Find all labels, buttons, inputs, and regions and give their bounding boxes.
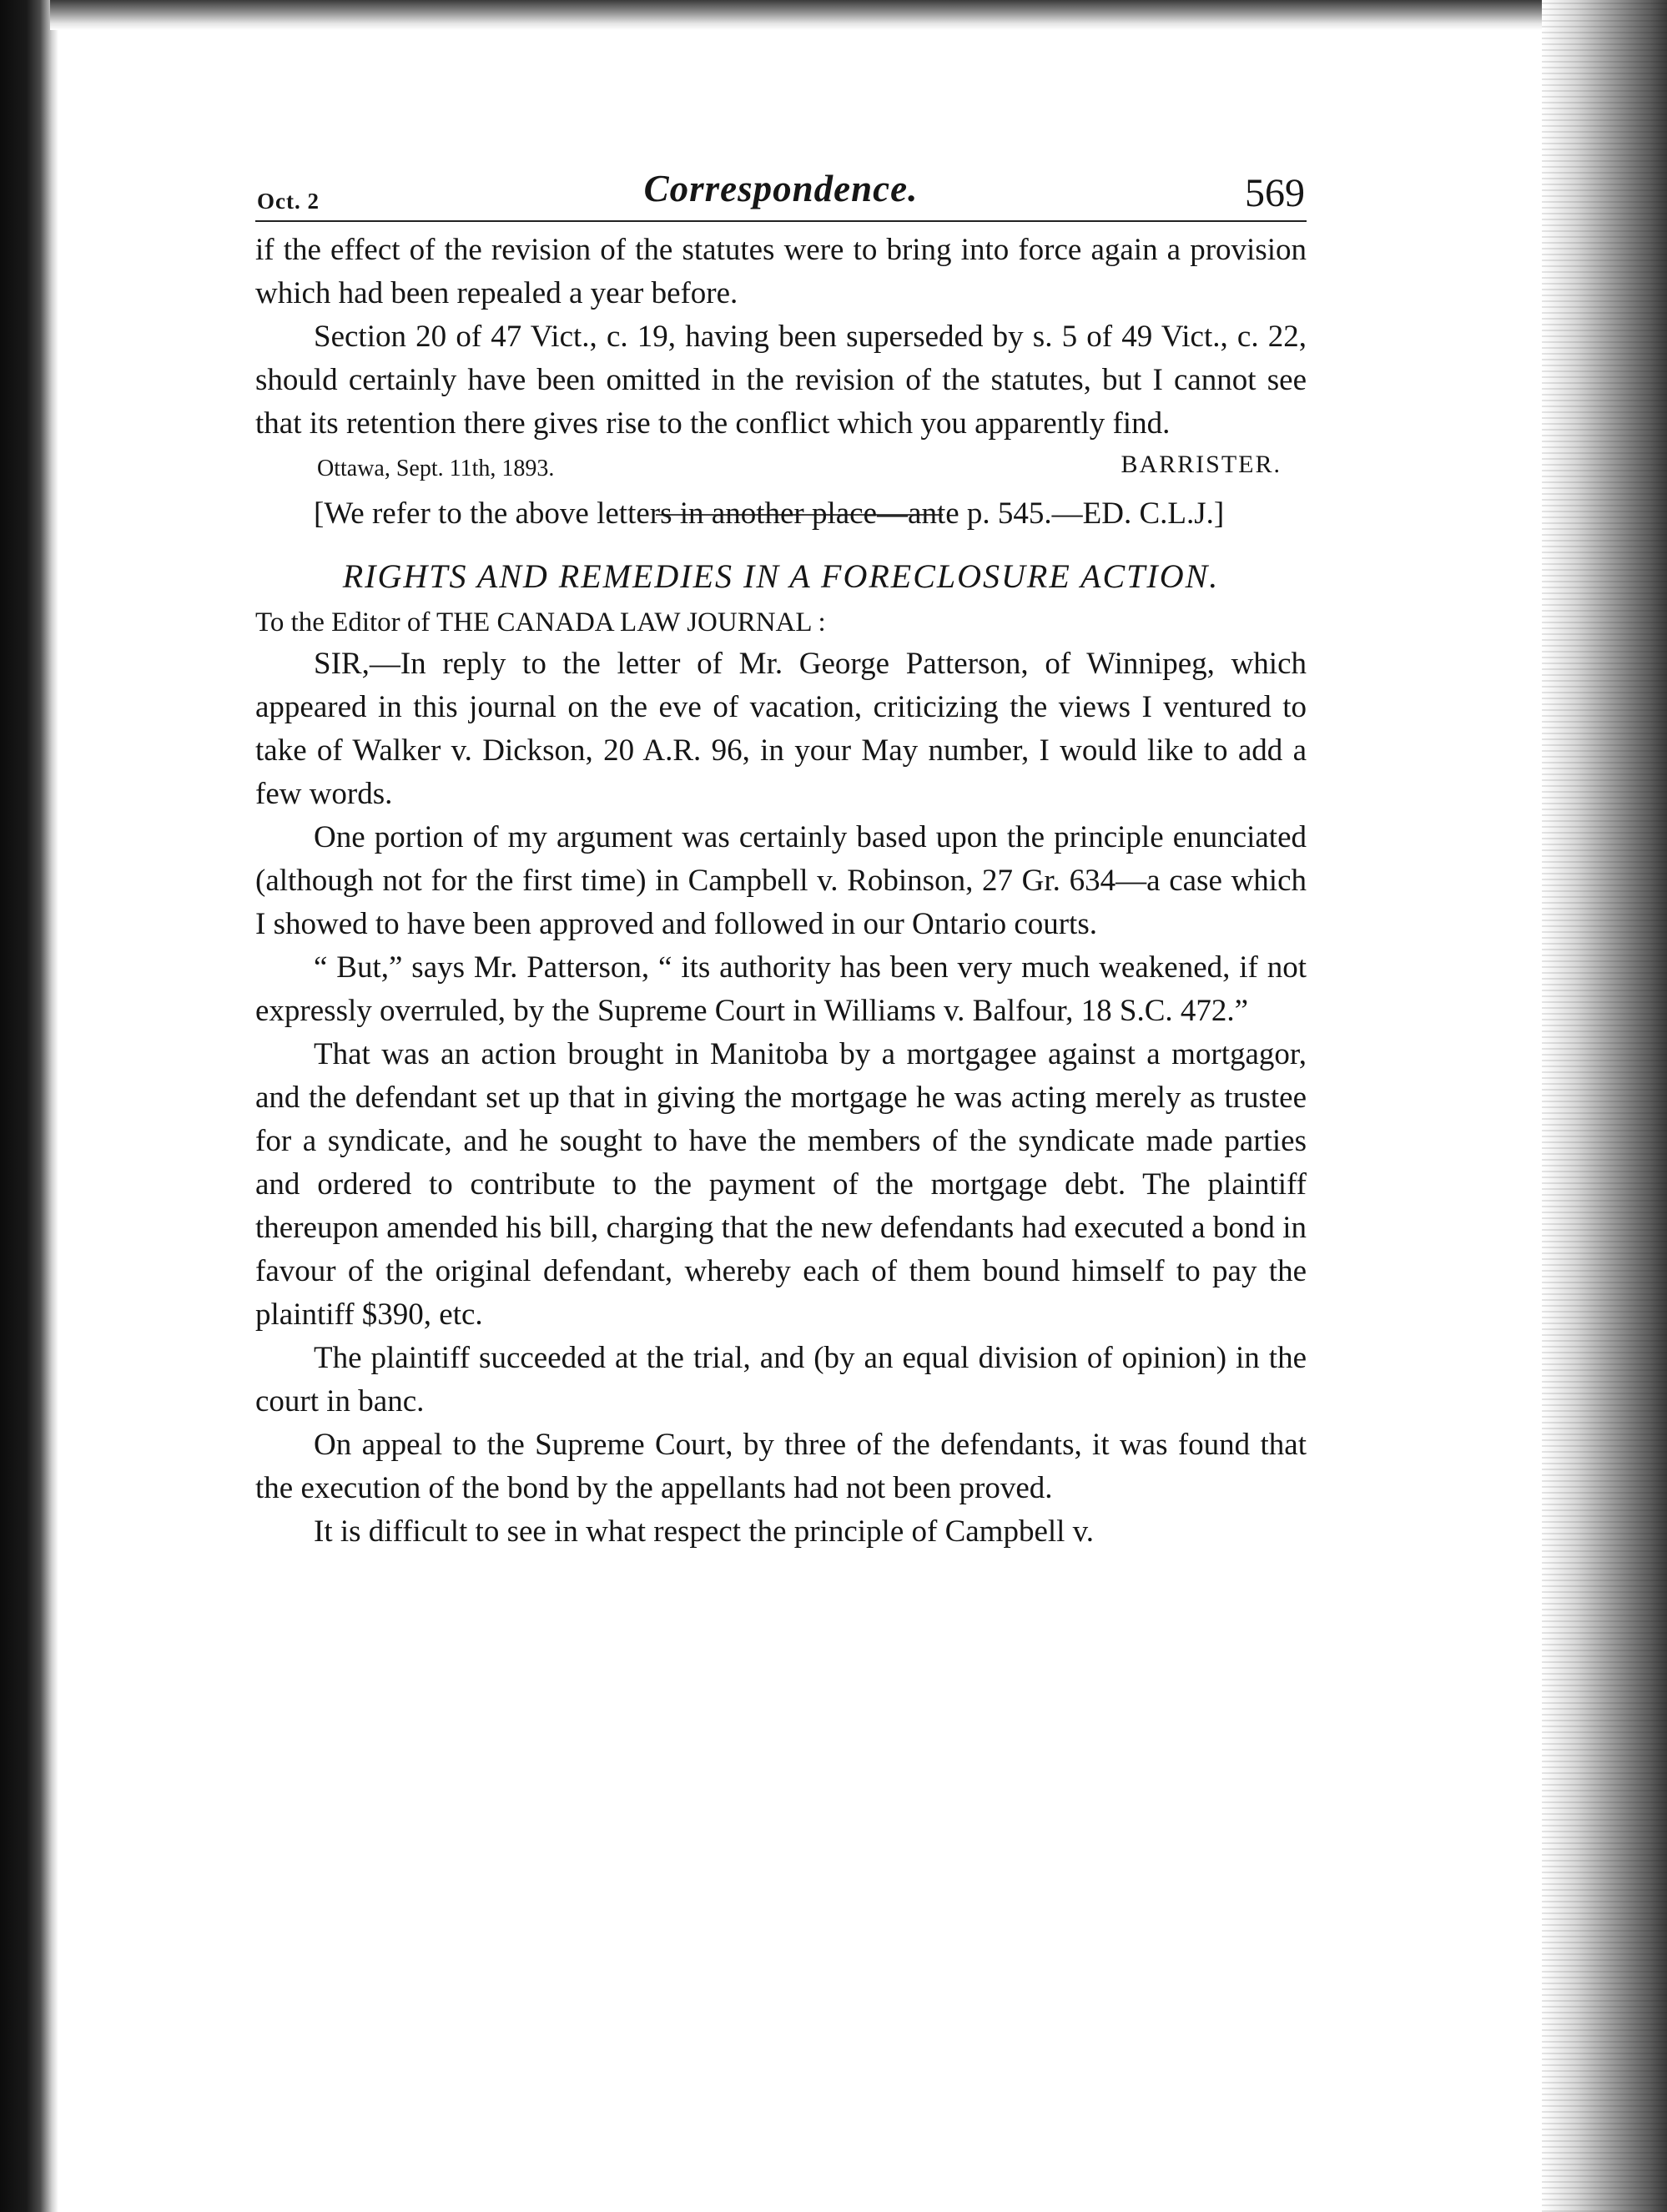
scan-top-edge bbox=[50, 0, 1594, 30]
letter1-place-date: Ottawa, Sept. 11th, 1893. bbox=[317, 456, 555, 481]
letter2-paragraph: The plaintiff succeeded at the trial, and (by an equal division of opinion) in the court in banc. bbox=[255, 1341, 1307, 1418]
header-title: Correspondence. bbox=[643, 168, 919, 209]
document-page bbox=[255, 159, 1307, 1554]
scan-right-edge bbox=[1542, 0, 1667, 2212]
salutation: To the Editor of THE CANADA LAW JOURNAL : bbox=[255, 607, 826, 637]
letter1-paragraph-1: if the effect of the revision of the statutes were to bring into force again a provision which had been repealed a year before. bbox=[255, 233, 1307, 310]
editor-note: [We refer to the above letters in another place—ante p. 545.—ED. C.L.J.] bbox=[314, 496, 1225, 531]
letter2-paragraph: “ But,” says Mr. Patterson, “ its authority has been very much weakened, if not expressly overruled, by the Supreme Court in Williams v. Balfour, 18 S.C. 472.” bbox=[255, 950, 1307, 1028]
letter2-paragraph: On appeal to the Supreme Court, by three of the defendants, it was found that the execution of the bond by the appellants had not been proved. bbox=[255, 1428, 1307, 1505]
letter2-paragraph: One portion of my argument was certainly based upon the principle enunciated (although not for the first time) in Campbell v. Robinson, 27 Gr. 634—a case which I showed to have been approved and followed in our Ontario courts. bbox=[255, 820, 1307, 941]
running-head bbox=[255, 159, 1307, 222]
scan-left-edge bbox=[0, 0, 58, 2212]
header-date: Oct. 2 bbox=[257, 189, 320, 214]
letter2-paragraph: That was an action brought in Manitoba by a mortgagee against a mortgagor, and the defendant set up that in giving the mortgage he was acting merely as trustee for a syndicate, and he sought to have the members of the syndicate made parties and ordered to contribute to the payment of the mortgage debt. The plaintiff thereupon amended his bill, charging that the new defendants had executed a bond in favour of the original defendant, whereby each of them bound himself to pay the plaintiff $390, etc. bbox=[255, 1037, 1307, 1332]
letter2-paragraph: It is difficult to see in what respect the principle of Campbell v. bbox=[314, 1514, 1095, 1549]
page-number: 569 bbox=[1245, 171, 1305, 215]
signature-line bbox=[255, 446, 1307, 492]
letter1-signature: BARRISTER. bbox=[1121, 451, 1282, 478]
letter2-paragraph: SIR,—In reply to the letter of Mr. George Patterson, of Winnipeg, which appeared in this journal on the eve of vacation, criticizing the views I ventured to take of Walker v. Dickson, 20 A.R. 96, in your May number, I would like to add a few words. bbox=[255, 647, 1307, 811]
section-heading: RIGHTS AND REMEDIES IN A FORECLOSURE ACTION. bbox=[342, 557, 1220, 595]
letter1-paragraph-2: Section 20 of 47 Vict., c. 19, having been superseded by s. 5 of 49 Vict., c. 22, should certainly have been omitted in the revision of the statutes, but I cannot see that its retention there gives rise to the conflict which you apparently find. bbox=[255, 320, 1307, 441]
